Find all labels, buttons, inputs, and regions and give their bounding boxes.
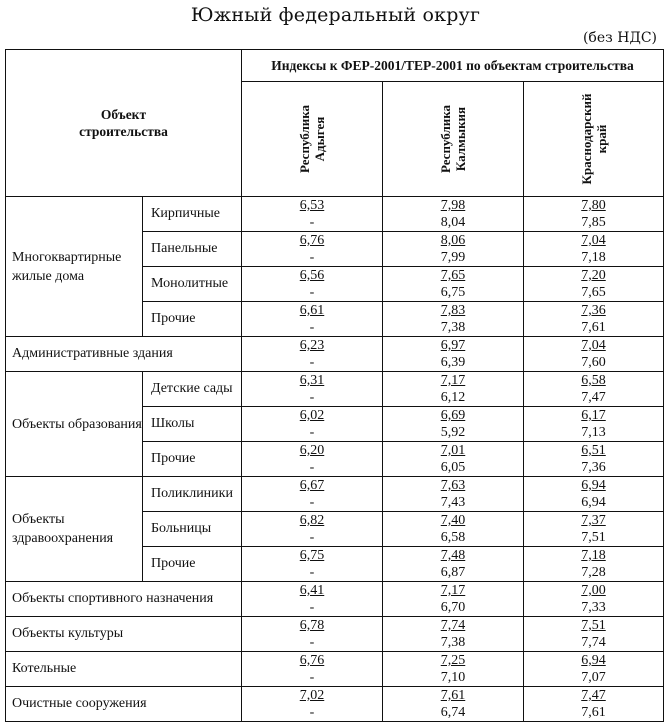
index-ter-value: 7,07 bbox=[581, 670, 606, 685]
value-cell bbox=[242, 197, 383, 232]
index-fer-value: 6,23 bbox=[299, 338, 325, 353]
index-ter-value: 7,18 bbox=[581, 250, 606, 265]
index-fer-value: 7,02 bbox=[299, 688, 325, 703]
value-cell bbox=[524, 337, 664, 372]
value-cell bbox=[242, 547, 383, 582]
index-ter-value: - bbox=[309, 705, 315, 720]
indices-table bbox=[5, 49, 664, 722]
index-ter-value: 7,38 bbox=[440, 320, 466, 335]
index-fer-value: 7,25 bbox=[440, 653, 466, 668]
value-cell bbox=[524, 232, 664, 267]
value-cell bbox=[242, 232, 383, 267]
value-cell bbox=[524, 407, 664, 442]
subgroup-label: Прочие bbox=[143, 442, 242, 477]
value-cell bbox=[524, 477, 664, 512]
value-cell bbox=[383, 372, 524, 407]
index-fer-value: 6,17 bbox=[581, 408, 606, 423]
index-fer-value: 7,74 bbox=[440, 618, 466, 633]
region-header-krasnodar bbox=[524, 82, 664, 197]
index-ter-value: - bbox=[309, 460, 315, 475]
group-label: Котельные bbox=[6, 652, 242, 687]
table-row bbox=[6, 652, 664, 687]
index-ter-value: 7,60 bbox=[581, 355, 606, 370]
index-ter-value: - bbox=[309, 250, 315, 265]
index-ter-value: 8,04 bbox=[440, 215, 466, 230]
table-row bbox=[6, 687, 664, 722]
index-fer-value: 7,20 bbox=[581, 268, 606, 283]
value-cell bbox=[524, 197, 664, 232]
index-fer-value: 7,48 bbox=[440, 548, 466, 563]
index-ter-value: - bbox=[309, 565, 315, 580]
index-fer-value: 7,04 bbox=[581, 338, 606, 353]
index-ter-value: 7,99 bbox=[440, 250, 466, 265]
index-ter-value: 7,61 bbox=[581, 320, 606, 335]
index-fer-value: 6,97 bbox=[440, 338, 466, 353]
subgroup-label: Школы bbox=[143, 407, 242, 442]
value-cell bbox=[383, 477, 524, 512]
group-label: Многоквартирные жилые дома bbox=[6, 197, 143, 337]
index-fer-value: 7,18 bbox=[581, 548, 606, 563]
subgroup-label: Панельные bbox=[143, 232, 242, 267]
index-ter-value: 7,47 bbox=[581, 390, 606, 405]
index-ter-value: 6,94 bbox=[581, 495, 606, 510]
index-ter-value: - bbox=[309, 670, 315, 685]
region-header-label: Республика Калмыкия bbox=[438, 104, 468, 174]
index-fer-value: 7,36 bbox=[581, 303, 606, 318]
value-cell bbox=[383, 442, 524, 477]
index-ter-value: - bbox=[309, 600, 315, 615]
value-cell bbox=[383, 652, 524, 687]
index-fer-value: 6,94 bbox=[581, 478, 606, 493]
value-cell bbox=[524, 267, 664, 302]
value-cell bbox=[242, 582, 383, 617]
subgroup-label: Прочие bbox=[143, 547, 242, 582]
value-cell bbox=[383, 582, 524, 617]
value-cell bbox=[242, 512, 383, 547]
index-ter-value: - bbox=[309, 495, 315, 510]
index-ter-value: 5,92 bbox=[440, 425, 466, 440]
index-fer-value: 6,02 bbox=[299, 408, 325, 423]
value-cell bbox=[383, 267, 524, 302]
index-fer-value: 7,17 bbox=[440, 583, 466, 598]
index-ter-value: 7,43 bbox=[440, 495, 466, 510]
index-fer-value: 6,58 bbox=[581, 373, 606, 388]
value-cell bbox=[383, 687, 524, 722]
index-fer-value: 7,83 bbox=[440, 303, 466, 318]
vat-note: (без НДС) bbox=[582, 30, 657, 46]
group-label: Очистные сооружения bbox=[6, 687, 242, 722]
index-ter-value: 6,75 bbox=[440, 285, 466, 300]
table-row bbox=[6, 582, 664, 617]
subgroup-label: Детские сады bbox=[143, 372, 242, 407]
index-fer-value: 6,69 bbox=[440, 408, 466, 423]
index-fer-value: 6,31 bbox=[299, 373, 325, 388]
index-ter-value: 7,36 bbox=[581, 460, 606, 475]
group-label: Административные здания bbox=[6, 337, 242, 372]
subgroup-label: Больницы bbox=[143, 512, 242, 547]
value-cell bbox=[383, 197, 524, 232]
index-fer-value: 6,56 bbox=[299, 268, 325, 283]
table-row bbox=[6, 372, 664, 407]
region-header-adygea bbox=[242, 82, 383, 197]
value-cell bbox=[242, 477, 383, 512]
value-cell bbox=[524, 442, 664, 477]
object-column-header-label: Объект строительства bbox=[79, 107, 168, 139]
index-fer-value: 6,82 bbox=[299, 513, 325, 528]
index-fer-value: 7,51 bbox=[581, 618, 606, 633]
index-ter-value: 7,28 bbox=[581, 565, 606, 580]
index-fer-value: 6,76 bbox=[299, 653, 325, 668]
value-cell bbox=[242, 337, 383, 372]
index-fer-value: 6,51 bbox=[581, 443, 606, 458]
index-fer-value: 6,67 bbox=[299, 478, 325, 493]
index-ter-value: - bbox=[309, 285, 315, 300]
index-fer-value: 6,78 bbox=[299, 618, 325, 633]
value-cell bbox=[524, 617, 664, 652]
index-ter-value: 7,74 bbox=[581, 635, 606, 650]
index-fer-value: 7,61 bbox=[440, 688, 466, 703]
subgroup-label: Поликлиники bbox=[143, 477, 242, 512]
value-cell bbox=[383, 232, 524, 267]
value-cell bbox=[524, 302, 664, 337]
index-fer-value: 7,00 bbox=[581, 583, 606, 598]
group-label: Объекты образования bbox=[6, 372, 143, 477]
index-fer-value: 6,20 bbox=[299, 443, 325, 458]
page-title: Южный федеральный округ bbox=[190, 4, 481, 26]
value-cell bbox=[524, 582, 664, 617]
index-fer-value: 7,04 bbox=[581, 233, 606, 248]
region-header-label: Республика Адыгея bbox=[297, 104, 327, 174]
value-cell bbox=[524, 687, 664, 722]
value-cell bbox=[524, 372, 664, 407]
index-ter-value: 6,39 bbox=[440, 355, 466, 370]
index-ter-value: - bbox=[309, 530, 315, 545]
index-fer-value: 7,65 bbox=[440, 268, 466, 283]
index-fer-value: 6,75 bbox=[299, 548, 325, 563]
index-ter-value: 7,33 bbox=[581, 600, 606, 615]
index-fer-value: 6,61 bbox=[299, 303, 325, 318]
index-ter-value: - bbox=[309, 635, 315, 650]
value-cell bbox=[383, 617, 524, 652]
group-label: Объекты культуры bbox=[6, 617, 242, 652]
subgroup-label: Кирпичные bbox=[143, 197, 242, 232]
table-row bbox=[6, 617, 664, 652]
index-fer-value: 7,98 bbox=[440, 198, 466, 213]
index-ter-value: 7,65 bbox=[581, 285, 606, 300]
group-label: Объекты спортивного назначения bbox=[6, 582, 242, 617]
index-ter-value: 6,12 bbox=[440, 390, 466, 405]
value-cell bbox=[242, 407, 383, 442]
index-ter-value: 7,51 bbox=[581, 530, 606, 545]
index-fer-value: 6,76 bbox=[299, 233, 325, 248]
group-label: Объекты здравоохранения bbox=[6, 477, 143, 582]
index-fer-value: 6,94 bbox=[581, 653, 606, 668]
value-cell bbox=[242, 617, 383, 652]
value-cell bbox=[242, 267, 383, 302]
index-ter-value: 6,58 bbox=[440, 530, 466, 545]
subgroup-label: Монолитные bbox=[143, 267, 242, 302]
value-cell bbox=[383, 407, 524, 442]
table-row bbox=[6, 337, 664, 372]
value-cell bbox=[242, 302, 383, 337]
index-ter-value: - bbox=[309, 425, 315, 440]
index-ter-value: 6,74 bbox=[440, 705, 466, 720]
table-row bbox=[6, 197, 664, 232]
value-cell bbox=[242, 687, 383, 722]
index-fer-value: 7,80 bbox=[581, 198, 606, 213]
index-fer-value: 7,37 bbox=[581, 513, 606, 528]
table-body bbox=[6, 197, 664, 722]
index-fer-value: 8,06 bbox=[440, 233, 466, 248]
value-cell bbox=[524, 547, 664, 582]
index-fer-value: 7,01 bbox=[440, 443, 466, 458]
index-ter-value: 6,87 bbox=[440, 565, 466, 580]
value-cell bbox=[383, 547, 524, 582]
index-ter-value: 6,05 bbox=[440, 460, 466, 475]
region-header-kalmykia bbox=[383, 82, 524, 197]
index-ter-value: 6,70 bbox=[440, 600, 466, 615]
index-ter-value: 7,13 bbox=[581, 425, 606, 440]
index-ter-value: - bbox=[309, 320, 315, 335]
table-row bbox=[6, 477, 664, 512]
index-ter-value: - bbox=[309, 215, 315, 230]
value-cell bbox=[383, 302, 524, 337]
value-cell bbox=[242, 372, 383, 407]
value-cell bbox=[383, 512, 524, 547]
index-fer-value: 7,63 bbox=[440, 478, 466, 493]
index-ter-value: 7,61 bbox=[581, 705, 606, 720]
object-column-header bbox=[6, 50, 242, 197]
index-fer-value: 6,41 bbox=[299, 583, 325, 598]
index-ter-value: - bbox=[309, 390, 315, 405]
value-cell bbox=[383, 337, 524, 372]
region-header-label: Краснодарский край bbox=[578, 93, 609, 185]
index-ter-value: 7,38 bbox=[440, 635, 466, 650]
index-fer-value: 6,53 bbox=[299, 198, 325, 213]
index-ter-value: 7,10 bbox=[440, 670, 466, 685]
indices-header: Индексы к ФЕР-2001/ТЕР-2001 по объектам строительства bbox=[242, 50, 664, 82]
value-cell bbox=[242, 442, 383, 477]
index-fer-value: 7,47 bbox=[581, 688, 606, 703]
value-cell bbox=[524, 652, 664, 687]
index-fer-value: 7,17 bbox=[440, 373, 466, 388]
value-cell bbox=[242, 652, 383, 687]
subgroup-label: Прочие bbox=[143, 302, 242, 337]
index-ter-value: - bbox=[309, 355, 315, 370]
index-fer-value: 7,40 bbox=[440, 513, 466, 528]
value-cell bbox=[524, 512, 664, 547]
index-ter-value: 7,85 bbox=[581, 215, 606, 230]
